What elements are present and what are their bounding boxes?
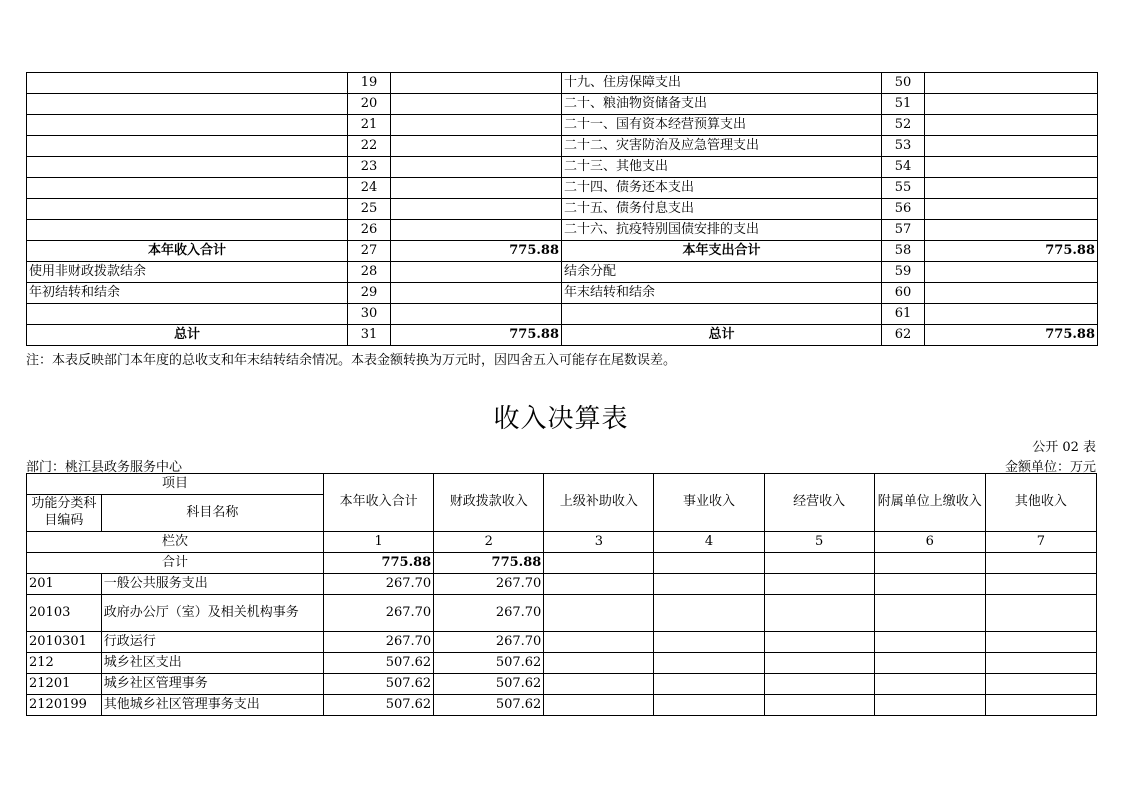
right-line-number: 58: [882, 241, 925, 262]
subject-name: 城乡社区支出: [101, 653, 323, 674]
summary-table-body: [27, 73, 1098, 346]
value-col-2: 507.62: [434, 653, 544, 674]
right-line-number: 50: [882, 73, 925, 94]
summary-row: [27, 115, 1098, 136]
right-line-number: 62: [882, 325, 925, 346]
table-row: [27, 653, 1097, 674]
left-label: [27, 178, 348, 199]
left-amount: [391, 136, 562, 157]
right-label: [562, 304, 882, 325]
summary-row: [27, 178, 1098, 199]
value-col-5: [764, 595, 874, 632]
right-line-number: 52: [882, 115, 925, 136]
right-line-number: 60: [882, 283, 925, 304]
right-amount: 775.88: [925, 241, 1098, 262]
left-line-number: 19: [348, 73, 391, 94]
subject-code: 21201: [27, 674, 102, 695]
value-col-1: 267.70: [324, 574, 434, 595]
value-col-5: [764, 574, 874, 595]
right-line-number: 54: [882, 157, 925, 178]
left-label: [27, 199, 348, 220]
right-label: 结余分配: [562, 262, 882, 283]
column-number-1: 1: [324, 532, 434, 553]
column-number-label: 栏次: [27, 532, 324, 553]
value-col-6: [874, 674, 985, 695]
value-col-5: [764, 674, 874, 695]
department-label: 部门：桃江县政务服务中心: [26, 460, 183, 475]
left-line-number: 24: [348, 178, 391, 199]
left-amount: [391, 178, 562, 199]
value-col-6: [874, 653, 985, 674]
left-amount: [391, 73, 562, 94]
right-amount: [925, 94, 1098, 115]
value-col-2: 507.62: [434, 695, 544, 716]
value-col-6: [874, 595, 985, 632]
summary-row: [27, 157, 1098, 178]
subject-code: 201: [27, 574, 102, 595]
left-label: [27, 73, 348, 94]
left-label: [27, 157, 348, 178]
left-amount: [391, 220, 562, 241]
left-amount: 775.88: [391, 241, 562, 262]
right-amount: [925, 115, 1098, 136]
left-label: 年初结转和结余: [27, 283, 348, 304]
subject-name: 行政运行: [101, 632, 323, 653]
summary-table: [26, 72, 1098, 346]
value-col-4: [654, 653, 764, 674]
summary-row: [27, 94, 1098, 115]
left-amount: [391, 262, 562, 283]
summary-row: [27, 199, 1098, 220]
left-amount: [391, 304, 562, 325]
left-line-number: 22: [348, 136, 391, 157]
header-col-2: 财政拨款收入: [434, 474, 544, 532]
total-col-6: [874, 553, 985, 574]
value-col-3: [544, 595, 654, 632]
column-number-4: 4: [654, 532, 764, 553]
left-amount: [391, 94, 562, 115]
right-line-number: 56: [882, 199, 925, 220]
subject-name: 一般公共服务支出: [101, 574, 323, 595]
left-label: [27, 115, 348, 136]
header-code: 功能分类科目编码: [27, 495, 102, 532]
summary-row: [27, 136, 1098, 157]
right-amount: [925, 157, 1098, 178]
left-amount: [391, 115, 562, 136]
right-label: 二十二、灾害防治及应急管理支出: [562, 136, 882, 157]
table-row: [27, 632, 1097, 653]
subject-code: 212: [27, 653, 102, 674]
total-col-7: [985, 553, 1096, 574]
header-project: 项目: [27, 474, 324, 495]
right-line-number: 55: [882, 178, 925, 199]
value-col-2: 507.62: [434, 674, 544, 695]
summary-row: [27, 262, 1098, 283]
table-row: [27, 674, 1097, 695]
subject-name: 城乡社区管理事务: [101, 674, 323, 695]
amount-unit-label: 金额单位：万元: [1004, 460, 1096, 475]
value-col-4: [654, 632, 764, 653]
table-note: 注：本表反映部门本年度的总收支和年末结转结余情况。本表金额转换为万元时，因四舍五入可能存在尾数误差。: [26, 353, 677, 368]
right-amount: [925, 136, 1098, 157]
value-col-3: [544, 695, 654, 716]
left-line-number: 30: [348, 304, 391, 325]
column-number-5: 5: [764, 532, 874, 553]
left-label: 本年收入合计: [27, 241, 348, 262]
total-col-1: 775.88: [324, 553, 434, 574]
value-col-3: [544, 653, 654, 674]
left-line-number: 26: [348, 220, 391, 241]
left-line-number: 25: [348, 199, 391, 220]
table-row: [27, 695, 1097, 716]
subject-code: 20103: [27, 595, 102, 632]
summary-row: [27, 283, 1098, 304]
left-label: [27, 304, 348, 325]
value-col-2: 267.70: [434, 574, 544, 595]
value-col-5: [764, 653, 874, 674]
right-label: 十九、住房保障支出: [562, 73, 882, 94]
column-number-2: 2: [434, 532, 544, 553]
value-col-6: [874, 632, 985, 653]
value-col-3: [544, 574, 654, 595]
right-label: 二十六、抗疫特别国债安排的支出: [562, 220, 882, 241]
right-label: 本年支出合计: [562, 241, 882, 262]
value-col-4: [654, 695, 764, 716]
right-amount: [925, 199, 1098, 220]
column-number-6: 6: [874, 532, 985, 553]
value-col-1: 507.62: [324, 674, 434, 695]
value-col-4: [654, 674, 764, 695]
form-number: 公开 02 表: [1032, 440, 1096, 455]
right-line-number: 61: [882, 304, 925, 325]
subject-code: 2010301: [27, 632, 102, 653]
left-line-number: 23: [348, 157, 391, 178]
right-label: 二十三、其他支出: [562, 157, 882, 178]
table-row: [27, 595, 1097, 632]
right-amount: [925, 178, 1098, 199]
summary-row: [27, 73, 1098, 94]
right-amount: [925, 283, 1098, 304]
subject-name: 其他城乡社区管理事务支出: [101, 695, 323, 716]
header-col-1: 本年收入合计: [324, 474, 434, 532]
value-col-1: 507.62: [324, 653, 434, 674]
header-col-6: 附属单位上缴收入: [874, 474, 985, 532]
total-col-4: [654, 553, 764, 574]
value-col-1: 267.70: [324, 632, 434, 653]
value-col-7: [985, 632, 1096, 653]
right-label: 二十、粮油物资储备支出: [562, 94, 882, 115]
summary-row: [27, 220, 1098, 241]
summary-row: [27, 241, 1098, 262]
value-col-7: [985, 674, 1096, 695]
right-amount: [925, 304, 1098, 325]
right-amount: [925, 73, 1098, 94]
total-col-5: [764, 553, 874, 574]
income-table: [26, 473, 1097, 716]
left-label: [27, 220, 348, 241]
table-row: [27, 574, 1097, 595]
header-col-4: 事业收入: [654, 474, 764, 532]
value-col-4: [654, 574, 764, 595]
summary-row: [27, 325, 1098, 346]
header-name: 科目名称: [101, 495, 323, 532]
value-col-1: 267.70: [324, 595, 434, 632]
right-label: 总计: [562, 325, 882, 346]
right-amount: [925, 220, 1098, 241]
left-label: [27, 94, 348, 115]
value-col-7: [985, 595, 1096, 632]
value-col-2: 267.70: [434, 632, 544, 653]
left-amount: [391, 157, 562, 178]
value-col-7: [985, 574, 1096, 595]
total-col-3: [544, 553, 654, 574]
right-amount: [925, 262, 1098, 283]
left-line-number: 28: [348, 262, 391, 283]
left-line-number: 20: [348, 94, 391, 115]
left-line-number: 31: [348, 325, 391, 346]
value-col-6: [874, 574, 985, 595]
left-line-number: 21: [348, 115, 391, 136]
subject-code: 2120199: [27, 695, 102, 716]
total-row-label: 合计: [27, 553, 324, 574]
income-table-body: [27, 574, 1097, 716]
left-line-number: 27: [348, 241, 391, 262]
total-col-2: 775.88: [434, 553, 544, 574]
left-amount: 775.88: [391, 325, 562, 346]
left-label: 总计: [27, 325, 348, 346]
right-amount: 775.88: [925, 325, 1098, 346]
value-col-4: [654, 595, 764, 632]
right-line-number: 59: [882, 262, 925, 283]
subject-name: 政府办公厅（室）及相关机构事务: [101, 595, 323, 632]
header-col-5: 经营收入: [764, 474, 874, 532]
right-line-number: 57: [882, 220, 925, 241]
left-label: [27, 136, 348, 157]
left-amount: [391, 199, 562, 220]
page-title: 收入决算表: [493, 404, 629, 434]
value-col-5: [764, 695, 874, 716]
right-label: 年末结转和结余: [562, 283, 882, 304]
left-line-number: 29: [348, 283, 391, 304]
value-col-1: 507.62: [324, 695, 434, 716]
right-label: 二十四、债务还本支出: [562, 178, 882, 199]
right-label: 二十五、债务付息支出: [562, 199, 882, 220]
value-col-7: [985, 653, 1096, 674]
value-col-7: [985, 695, 1096, 716]
value-col-6: [874, 695, 985, 716]
value-col-3: [544, 674, 654, 695]
right-line-number: 53: [882, 136, 925, 157]
header-col-7: 其他收入: [985, 474, 1096, 532]
right-label: 二十一、国有资本经营预算支出: [562, 115, 882, 136]
column-number-7: 7: [985, 532, 1096, 553]
value-col-5: [764, 632, 874, 653]
value-col-3: [544, 632, 654, 653]
summary-row: [27, 304, 1098, 325]
right-line-number: 51: [882, 94, 925, 115]
left-amount: [391, 283, 562, 304]
header-col-3: 上级补助收入: [544, 474, 654, 532]
column-number-3: 3: [544, 532, 654, 553]
left-label: 使用非财政拨款结余: [27, 262, 348, 283]
value-col-2: 267.70: [434, 595, 544, 632]
